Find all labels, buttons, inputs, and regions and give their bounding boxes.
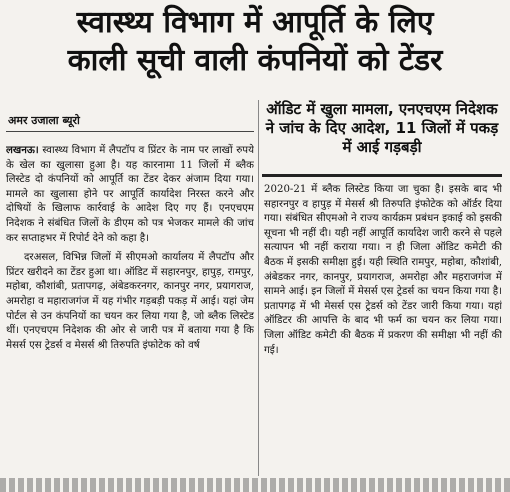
left-column bbox=[6, 143, 254, 475]
byline-rule bbox=[6, 131, 254, 132]
headline-line-2: काली सूची वाली कंपनियों को टेंडर bbox=[67, 43, 443, 78]
cut-off-text-strip bbox=[0, 478, 510, 492]
right-column bbox=[264, 183, 502, 475]
headline-line-1: स्वास्थ्य विभाग में आपूर्ति के लिए bbox=[76, 5, 434, 40]
left-paragraph-1 bbox=[6, 143, 254, 246]
left-paragraph-2: दरअसल, विभिन्न जिलों में सीएमओ कार्यालय में लैपटॉप और प्रिंटर खरीदने का टेंडर हुआ था। ऑडिट में सहारनपुर, हापुड़, रामपुर, महोबा, कौशांबी, प्रतापगढ़, अंबेडकरनगर, कानपुर नगर, प्रयागराज, अमरोहा व महाराजगंज में यह गंभीर गड़बड़ी पकड़ में आई। यहां जेम पोर्टल से उन कंपनियों का चयन कर लिया गया है, जो ब्लैक लिस्टेड थीं। एनएचएम निदेशक की ओर से जारी पत्र में बताया गया है कि मेसर्स एस ट्रेडर्स व मेसर्स श्री तिरुपति इंफोटेक को वर्ष bbox=[6, 252, 254, 351]
left-paragraph-1-text: स्वास्थ्य विभाग में लैपटॉप व प्रिंटर के नाम पर लाखों रुपये के खेल का खुलासा हुआ है। यह कारनामा 11 जिलों में ब्लैक लिस्टेड दो कंपनियों को आपूर्ति का टेंडर देकर अंजाम दिया गया। मामले का खुलासा होने पर आपूर्ति कार्यादेश निरस्त करने और दोषियों के खिलाफ कार्रवाई के आदेश दिए गए हैं। एनएचएम निदेशक ने संबंधित जिलों के डीएम को पत्र भेजकर मामले की जांच कर सप्ताहभर में रिपोर्ट देने को कहा है। bbox=[6, 145, 254, 244]
subheading: ऑडिट में खुला मामला, एनएचएम निदेशक ने जांच के दिए आदेश, 11 जिलों में पकड़ में आई गड़बड़ी bbox=[265, 100, 499, 156]
subheading-rule bbox=[262, 174, 502, 177]
right-paragraph-1: 2020-21 में ब्लैक लिस्टेड किया जा चुका है। इसके बाद भी सहारनपुर व हापुड़ में मेसर्स श्री तिरुपति इंफोटेक को ऑर्डर दिया गया। संबंधित सीएमओ ने राज्य कार्यक्रम प्रबंधन इकाई को इसकी सूचना भी नहीं दी। यही नहीं आपूर्ति कार्यादेश जारी करने से पहले सत्यापन भी नहीं कराया गया। न ही जिला ऑडिट कमेटी की बैठक में इसकी समीक्षा हुई। यही स्थिति रामपुर, महोबा, कौशांबी, अंबेडकर नगर, कानपुर, प्रयागराज, अमरोहा और महराजगंज में सामने आई। इन जिलों में मेसर्स एस ट्रेडर्स का चयन किया गया है। प्रतापगढ़ में भी मेसर्स एस ट्रेडर्स को टेंडर जारी किया गया। यहां ऑडिटर की आपत्ति के बाद भी फर्म का चयन कर लिया गया। जिला ऑडिट कमेटी की बैठक में प्रकरण की समीक्षा भी नहीं की गई। bbox=[264, 184, 502, 356]
dateline: लखनऊ। bbox=[6, 144, 39, 156]
headline bbox=[6, 4, 504, 80]
byline: अमर उजाला ब्यूरो bbox=[8, 114, 80, 127]
column-divider bbox=[258, 100, 259, 476]
